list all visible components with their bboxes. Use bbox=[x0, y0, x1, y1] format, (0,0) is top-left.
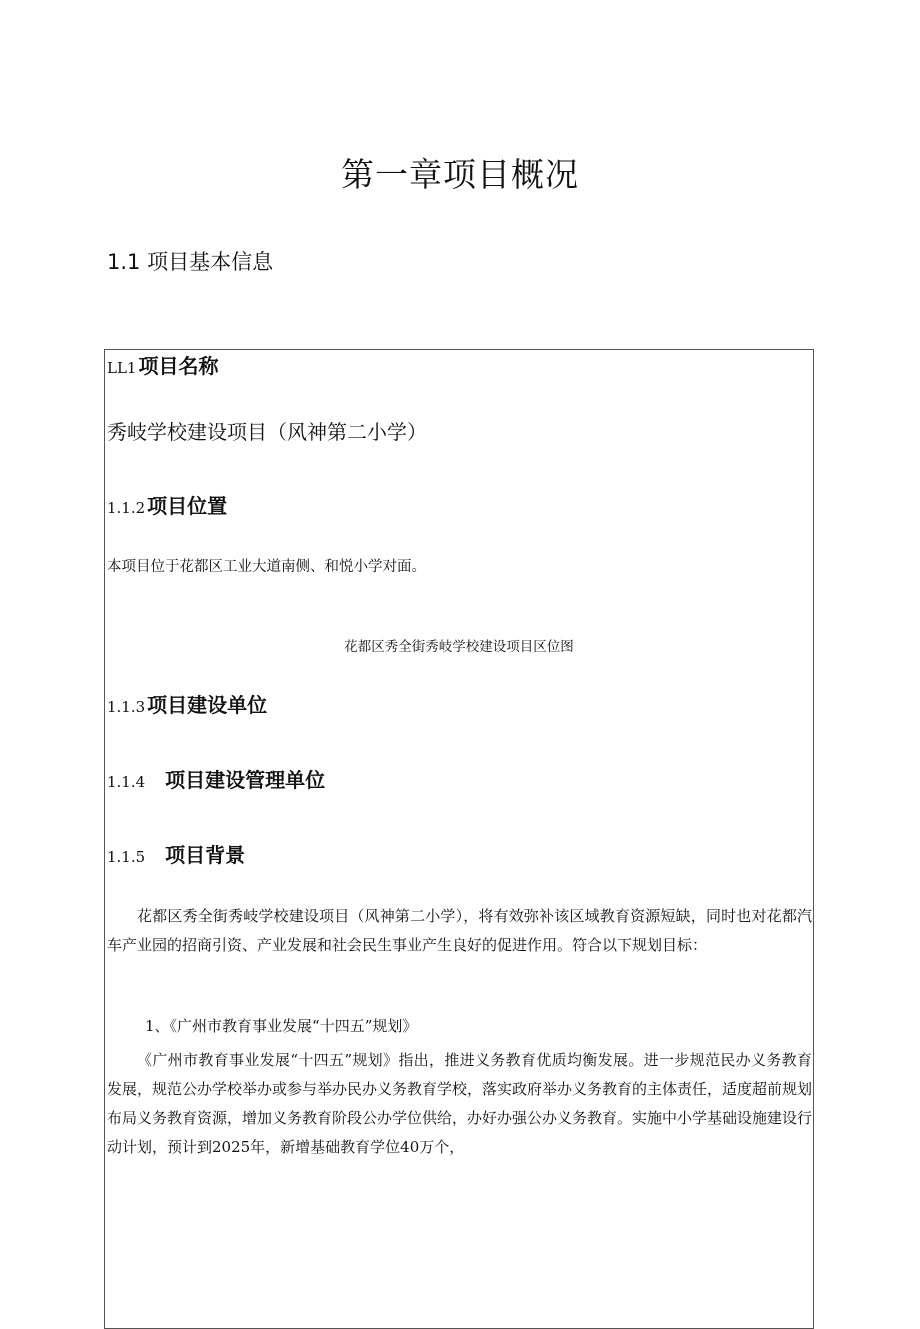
section-heading-basic-info: 1.1 项目基本信息 bbox=[107, 250, 274, 274]
subheading-title: 项目位置 bbox=[147, 494, 228, 518]
subheading-number: 1.1.3 bbox=[107, 698, 146, 716]
subheading-construction-unit bbox=[107, 691, 267, 721]
project-location-text: 本项目位于花都区工业大道南侧、和悦小学对面。 bbox=[107, 559, 426, 575]
subheading-number: 1.1.2 bbox=[107, 499, 146, 517]
subheading-project-location bbox=[107, 492, 227, 522]
subheading-management-unit bbox=[107, 766, 325, 796]
subheading-title: 项目建设管理单位 bbox=[165, 768, 326, 792]
project-name-value: 秀岐学校建设项目（风神第二小学） bbox=[107, 420, 427, 444]
background-paragraph: 花都区秀全街秀岐学校建设项目（风神第二小学），将有效弥补该区域教育资源短缺，同时也对花都汽车产业园的招商引资、产业发展和社会民生事业产生良好的促进作用。符合以下规划目标： bbox=[107, 907, 812, 954]
subheading-project-name bbox=[107, 352, 218, 382]
plan-list-item: 1、《广州市教育事业发展“十四五”规划》 bbox=[145, 1017, 418, 1035]
subheading-project-background bbox=[107, 841, 245, 871]
location-map-caption: 花都区秀全街秀岐学校建设项目区位图 bbox=[344, 639, 574, 655]
chapter-title: 第一章项目概况 bbox=[341, 155, 579, 194]
plan-paragraph: 《广州市教育事业发展“十四五”规划》指出，推进义务教育优质均衡发展。进一步规范民办义务教育发展，规范公办学校举办或参与举办民办义务教育学校，落实政府举办义务教育的主体责任，适度超前规划布局义务教育资源，增加义务教育阶段公办学位供给，办好办强公办义务教育。实施中小学基础设施建设行动计划，预计到2025年，新增基础教育学位40万个， bbox=[107, 1051, 813, 1156]
subheading-title: 项目名称 bbox=[138, 354, 219, 378]
subheading-title: 项目背景 bbox=[165, 843, 246, 867]
subheading-number: 1.1.5 bbox=[107, 848, 146, 866]
subheading-number: LL1 bbox=[107, 359, 137, 377]
subheading-number: 1.1.4 bbox=[107, 773, 146, 791]
subheading-title: 项目建设单位 bbox=[147, 693, 268, 717]
